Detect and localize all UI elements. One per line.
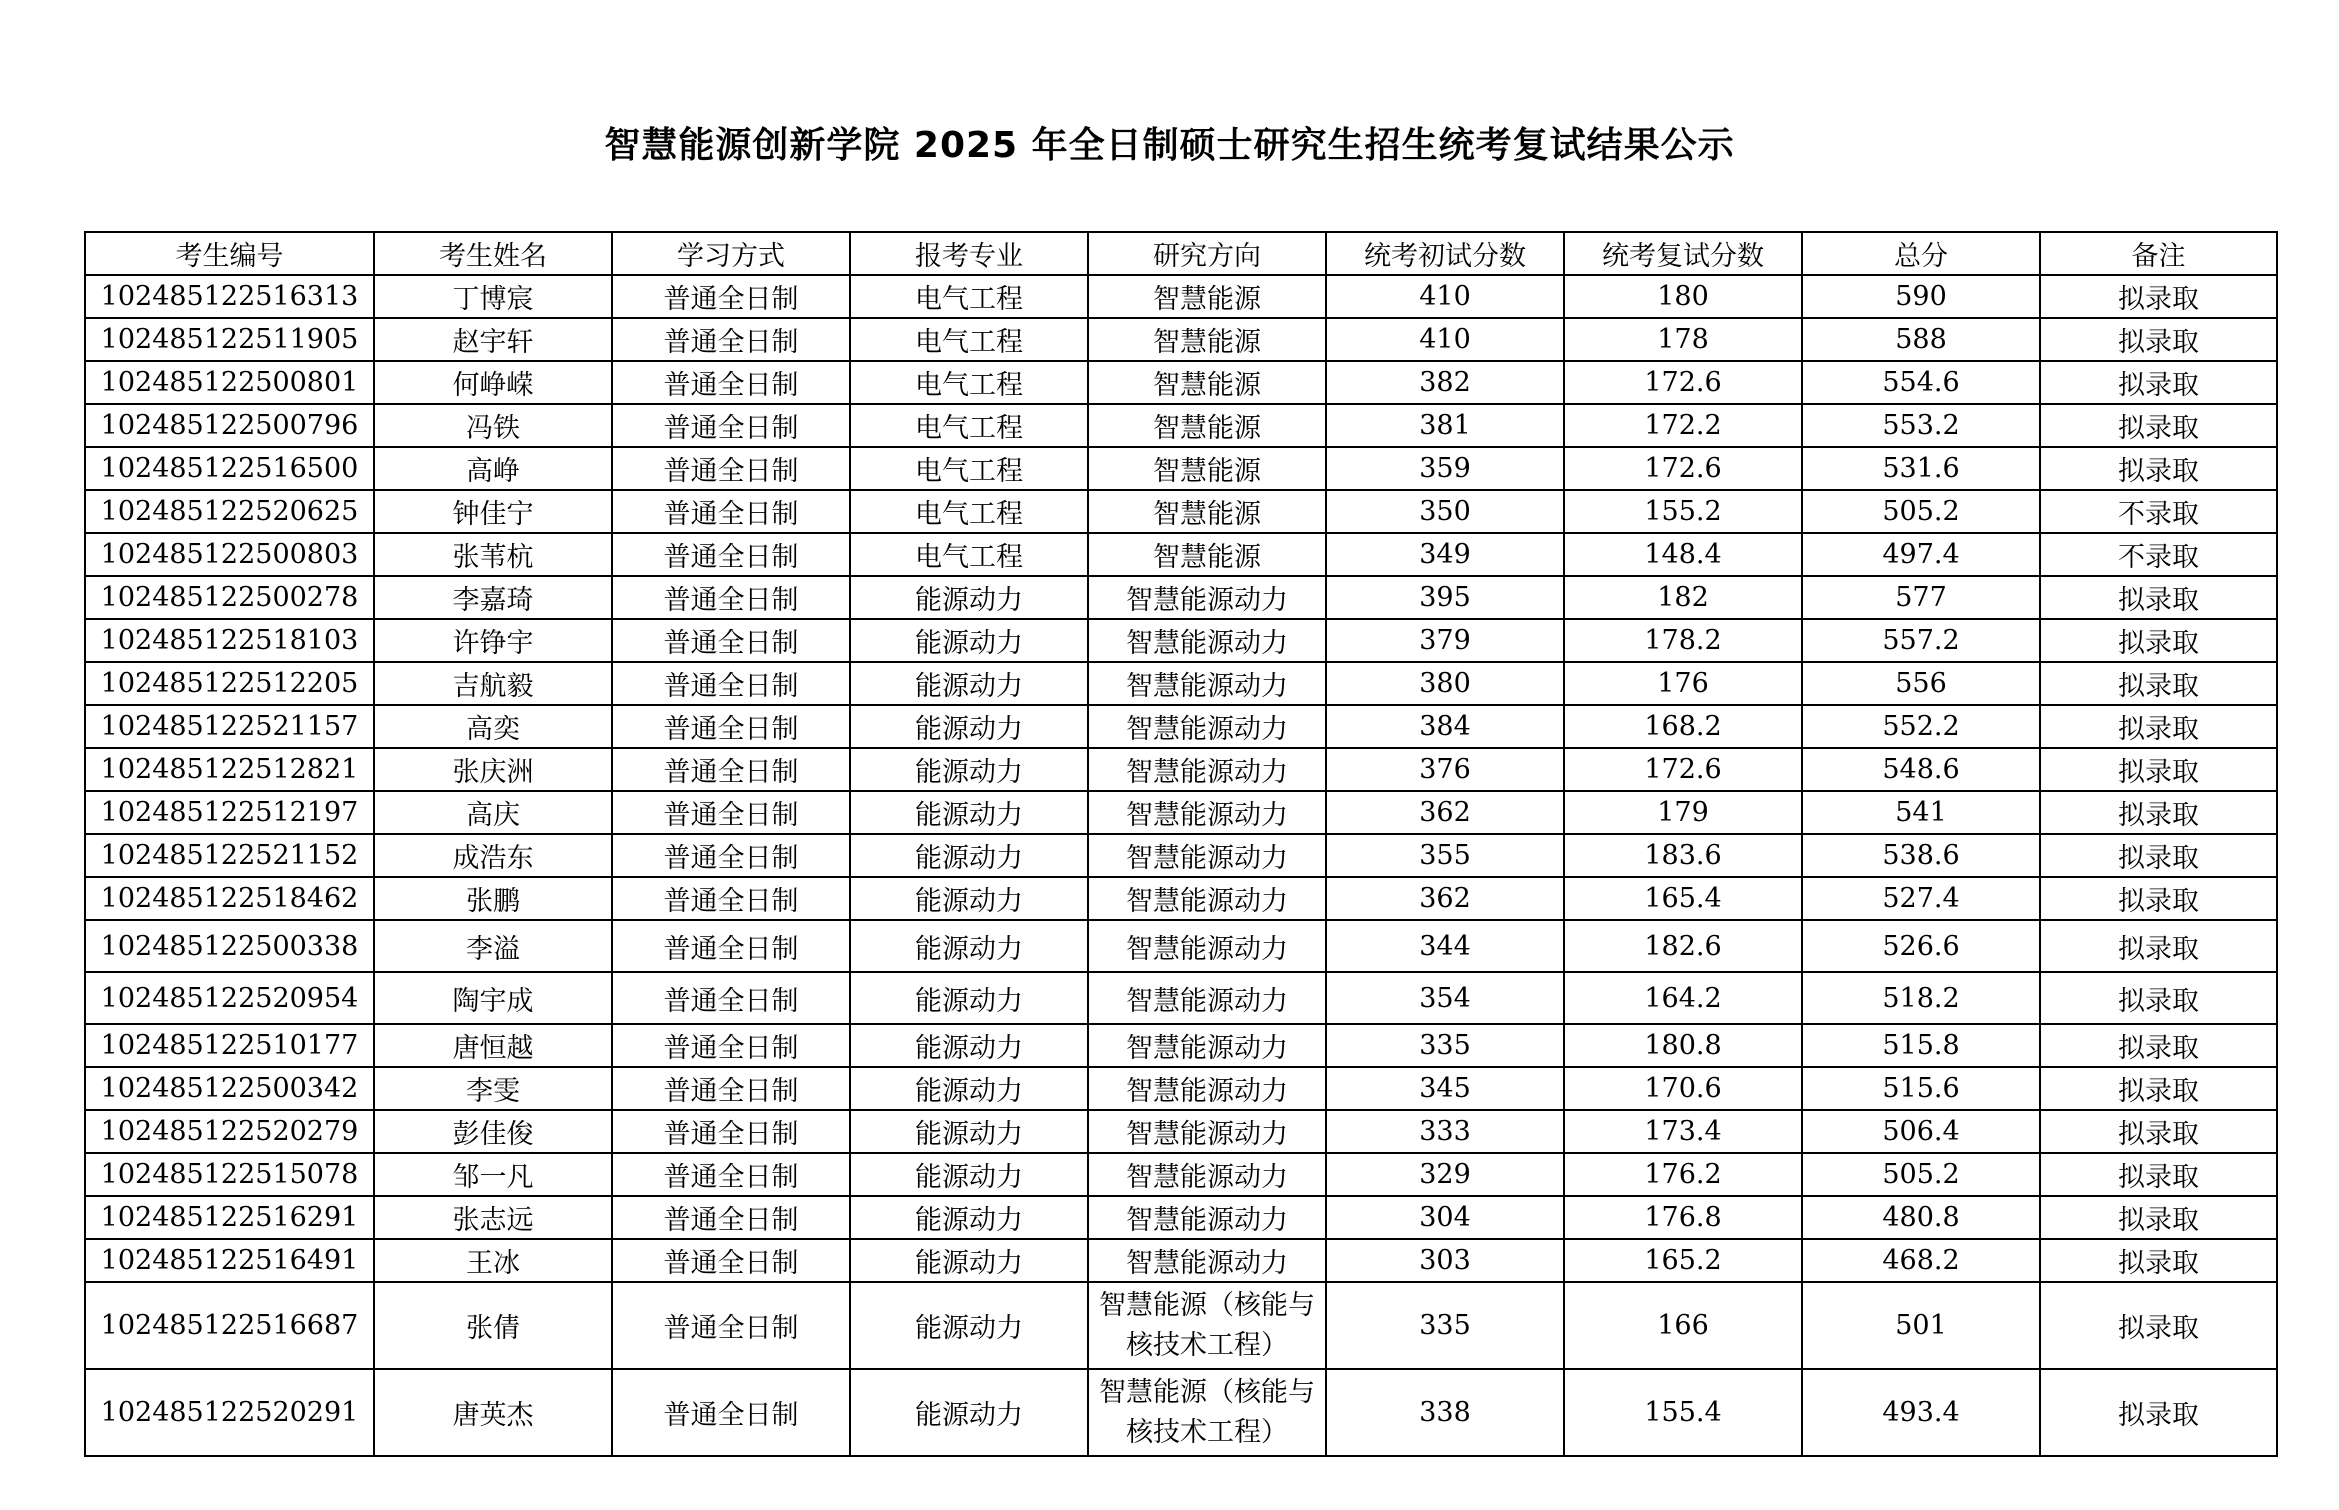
cell-initial-score: 333	[1326, 1110, 1564, 1153]
cell-major: 能源动力	[850, 1153, 1088, 1196]
cell-major: 能源动力	[850, 834, 1088, 877]
cell-major: 能源动力	[850, 1369, 1088, 1456]
cell-remark: 不录取	[2040, 533, 2277, 576]
cell-research-direction: 智慧能源（核能与核技术工程）	[1088, 1282, 1326, 1369]
cell-candidate-id: 102485122512205	[85, 662, 374, 705]
cell-study-mode: 普通全日制	[612, 1282, 850, 1369]
cell-total-score: 554.6	[1802, 361, 2040, 404]
cell-study-mode: 普通全日制	[612, 1024, 850, 1067]
cell-major: 能源动力	[850, 1239, 1088, 1282]
cell-research-direction: 智慧能源动力	[1088, 619, 1326, 662]
cell-candidate-name: 丁博宸	[374, 275, 612, 318]
cell-remark: 拟录取	[2040, 1024, 2277, 1067]
cell-total-score: 493.4	[1802, 1369, 2040, 1456]
cell-major: 能源动力	[850, 920, 1088, 972]
cell-initial-score: 410	[1326, 275, 1564, 318]
cell-candidate-id: 102485122520279	[85, 1110, 374, 1153]
cell-candidate-name: 李雯	[374, 1067, 612, 1110]
cell-research-direction: 智慧能源	[1088, 361, 1326, 404]
cell-retest-score: 180	[1564, 275, 1802, 318]
cell-research-direction: 智慧能源动力	[1088, 1153, 1326, 1196]
cell-study-mode: 普通全日制	[612, 1196, 850, 1239]
cell-major: 能源动力	[850, 791, 1088, 834]
cell-research-direction: 智慧能源	[1088, 275, 1326, 318]
cell-candidate-name: 唐恒越	[374, 1024, 612, 1067]
cell-candidate-name: 高庆	[374, 791, 612, 834]
cell-remark: 拟录取	[2040, 318, 2277, 361]
cell-initial-score: 381	[1326, 404, 1564, 447]
cell-retest-score: 182.6	[1564, 920, 1802, 972]
cell-remark: 拟录取	[2040, 972, 2277, 1024]
cell-major: 能源动力	[850, 1196, 1088, 1239]
cell-retest-score: 176.2	[1564, 1153, 1802, 1196]
header-study-mode: 学习方式	[612, 232, 850, 275]
cell-research-direction: 智慧能源	[1088, 490, 1326, 533]
cell-major: 能源动力	[850, 877, 1088, 920]
cell-major: 电气工程	[850, 404, 1088, 447]
cell-remark: 拟录取	[2040, 619, 2277, 662]
cell-initial-score: 359	[1326, 447, 1564, 490]
cell-initial-score: 355	[1326, 834, 1564, 877]
cell-study-mode: 普通全日制	[612, 705, 850, 748]
table-row	[85, 404, 2277, 447]
cell-major: 能源动力	[850, 748, 1088, 791]
cell-remark: 拟录取	[2040, 1196, 2277, 1239]
cell-major: 电气工程	[850, 447, 1088, 490]
cell-retest-score: 178	[1564, 318, 1802, 361]
cell-remark: 拟录取	[2040, 275, 2277, 318]
cell-candidate-name: 张庆洲	[374, 748, 612, 791]
cell-study-mode: 普通全日制	[612, 275, 850, 318]
table-row	[85, 318, 2277, 361]
cell-candidate-id: 102485122521157	[85, 705, 374, 748]
cell-initial-score: 376	[1326, 748, 1564, 791]
cell-candidate-id: 102485122500278	[85, 576, 374, 619]
cell-total-score: 527.4	[1802, 877, 2040, 920]
table-row	[85, 791, 2277, 834]
cell-research-direction: 智慧能源	[1088, 404, 1326, 447]
cell-study-mode: 普通全日制	[612, 1110, 850, 1153]
cell-total-score: 480.8	[1802, 1196, 2040, 1239]
cell-initial-score: 382	[1326, 361, 1564, 404]
cell-candidate-id: 102485122512197	[85, 791, 374, 834]
cell-candidate-id: 102485122516313	[85, 275, 374, 318]
cell-research-direction: 智慧能源动力	[1088, 1196, 1326, 1239]
cell-study-mode: 普通全日制	[612, 318, 850, 361]
cell-candidate-name: 彭佳俊	[374, 1110, 612, 1153]
cell-retest-score: 179	[1564, 791, 1802, 834]
cell-candidate-name: 张苇杭	[374, 533, 612, 576]
cell-remark: 拟录取	[2040, 1110, 2277, 1153]
cell-candidate-id: 102485122518462	[85, 877, 374, 920]
cell-candidate-name: 邹一凡	[374, 1153, 612, 1196]
cell-study-mode: 普通全日制	[612, 1369, 850, 1456]
cell-remark: 拟录取	[2040, 877, 2277, 920]
table-header-row	[85, 232, 2277, 275]
cell-total-score: 505.2	[1802, 1153, 2040, 1196]
table-row	[85, 920, 2277, 972]
table-row	[85, 490, 2277, 533]
table-row	[85, 834, 2277, 877]
cell-remark: 拟录取	[2040, 576, 2277, 619]
table-row	[85, 1239, 2277, 1282]
cell-study-mode: 普通全日制	[612, 1067, 850, 1110]
table-row	[85, 1196, 2277, 1239]
cell-retest-score: 172.2	[1564, 404, 1802, 447]
cell-study-mode: 普通全日制	[612, 533, 850, 576]
table-row	[85, 533, 2277, 576]
cell-initial-score: 338	[1326, 1369, 1564, 1456]
table-row	[85, 576, 2277, 619]
table-row	[85, 447, 2277, 490]
cell-study-mode: 普通全日制	[612, 361, 850, 404]
cell-major: 电气工程	[850, 533, 1088, 576]
cell-candidate-id: 102485122500342	[85, 1067, 374, 1110]
cell-total-score: 590	[1802, 275, 2040, 318]
cell-retest-score: 165.4	[1564, 877, 1802, 920]
cell-candidate-id: 102485122516491	[85, 1239, 374, 1282]
cell-candidate-name: 钟佳宁	[374, 490, 612, 533]
header-total-score: 总分	[1802, 232, 2040, 275]
cell-candidate-name: 张志远	[374, 1196, 612, 1239]
cell-initial-score: 344	[1326, 920, 1564, 972]
table-row	[85, 275, 2277, 318]
cell-major: 能源动力	[850, 1024, 1088, 1067]
cell-retest-score: 176.8	[1564, 1196, 1802, 1239]
table-row	[85, 972, 2277, 1024]
cell-major: 能源动力	[850, 1067, 1088, 1110]
cell-candidate-name: 李溢	[374, 920, 612, 972]
cell-remark: 拟录取	[2040, 447, 2277, 490]
header-remark: 备注	[2040, 232, 2277, 275]
cell-remark: 拟录取	[2040, 662, 2277, 705]
cell-candidate-id: 102485122516291	[85, 1196, 374, 1239]
cell-study-mode: 普通全日制	[612, 748, 850, 791]
cell-candidate-id: 102485122521152	[85, 834, 374, 877]
cell-candidate-name: 李嘉琦	[374, 576, 612, 619]
cell-candidate-id: 102485122520954	[85, 972, 374, 1024]
cell-candidate-name: 陶宇成	[374, 972, 612, 1024]
cell-candidate-id: 102485122516500	[85, 447, 374, 490]
cell-total-score: 548.6	[1802, 748, 2040, 791]
cell-research-direction: 智慧能源动力	[1088, 1067, 1326, 1110]
cell-remark: 拟录取	[2040, 404, 2277, 447]
cell-candidate-id: 102485122518103	[85, 619, 374, 662]
cell-initial-score: 362	[1326, 791, 1564, 834]
cell-candidate-name: 张倩	[374, 1282, 612, 1369]
table-row	[85, 705, 2277, 748]
cell-research-direction: 智慧能源	[1088, 533, 1326, 576]
cell-remark: 拟录取	[2040, 1282, 2277, 1369]
header-initial-score: 统考初试分数	[1326, 232, 1564, 275]
cell-remark: 不录取	[2040, 490, 2277, 533]
cell-research-direction: 智慧能源动力	[1088, 576, 1326, 619]
cell-study-mode: 普通全日制	[612, 1153, 850, 1196]
cell-remark: 拟录取	[2040, 834, 2277, 877]
cell-retest-score: 183.6	[1564, 834, 1802, 877]
cell-research-direction: 智慧能源动力	[1088, 834, 1326, 877]
cell-study-mode: 普通全日制	[612, 834, 850, 877]
table-row	[85, 877, 2277, 920]
cell-major: 能源动力	[850, 1282, 1088, 1369]
cell-candidate-name: 吉航毅	[374, 662, 612, 705]
cell-total-score: 538.6	[1802, 834, 2040, 877]
header-retest-score: 统考复试分数	[1564, 232, 1802, 275]
cell-major: 电气工程	[850, 490, 1088, 533]
cell-major: 能源动力	[850, 705, 1088, 748]
cell-retest-score: 180.8	[1564, 1024, 1802, 1067]
cell-total-score: 588	[1802, 318, 2040, 361]
cell-research-direction: 智慧能源动力	[1088, 1024, 1326, 1067]
cell-candidate-name: 王冰	[374, 1239, 612, 1282]
table-row	[85, 619, 2277, 662]
cell-study-mode: 普通全日制	[612, 490, 850, 533]
table-row	[85, 662, 2277, 705]
cell-total-score: 497.4	[1802, 533, 2040, 576]
cell-retest-score: 148.4	[1564, 533, 1802, 576]
cell-total-score: 556	[1802, 662, 2040, 705]
cell-research-direction: 智慧能源动力	[1088, 1110, 1326, 1153]
cell-research-direction: 智慧能源动力	[1088, 791, 1326, 834]
cell-total-score: 518.2	[1802, 972, 2040, 1024]
cell-research-direction: 智慧能源动力	[1088, 972, 1326, 1024]
cell-study-mode: 普通全日制	[612, 619, 850, 662]
cell-remark: 拟录取	[2040, 791, 2277, 834]
cell-retest-score: 165.2	[1564, 1239, 1802, 1282]
cell-total-score: 526.6	[1802, 920, 2040, 972]
cell-major: 电气工程	[850, 275, 1088, 318]
cell-candidate-name: 唐英杰	[374, 1369, 612, 1456]
cell-initial-score: 349	[1326, 533, 1564, 576]
cell-candidate-name: 张鹏	[374, 877, 612, 920]
cell-candidate-id: 102485122500338	[85, 920, 374, 972]
cell-total-score: 577	[1802, 576, 2040, 619]
cell-total-score: 515.6	[1802, 1067, 2040, 1110]
cell-initial-score: 379	[1326, 619, 1564, 662]
cell-initial-score: 410	[1326, 318, 1564, 361]
cell-candidate-name: 赵宇轩	[374, 318, 612, 361]
cell-remark: 拟录取	[2040, 1369, 2277, 1456]
cell-major: 电气工程	[850, 361, 1088, 404]
cell-initial-score: 329	[1326, 1153, 1564, 1196]
cell-initial-score: 362	[1326, 877, 1564, 920]
cell-retest-score: 166	[1564, 1282, 1802, 1369]
cell-research-direction: 智慧能源动力	[1088, 877, 1326, 920]
cell-major: 能源动力	[850, 1110, 1088, 1153]
cell-total-score: 501	[1802, 1282, 2040, 1369]
cell-study-mode: 普通全日制	[612, 662, 850, 705]
cell-research-direction: 智慧能源动力	[1088, 920, 1326, 972]
cell-retest-score: 172.6	[1564, 447, 1802, 490]
table-row	[85, 1282, 2277, 1369]
table-row	[85, 361, 2277, 404]
cell-total-score: 531.6	[1802, 447, 2040, 490]
cell-candidate-name: 冯铁	[374, 404, 612, 447]
cell-research-direction: 智慧能源	[1088, 447, 1326, 490]
cell-total-score: 557.2	[1802, 619, 2040, 662]
header-major: 报考专业	[850, 232, 1088, 275]
cell-total-score: 541	[1802, 791, 2040, 834]
cell-candidate-id: 102485122511905	[85, 318, 374, 361]
header-candidate-id: 考生编号	[85, 232, 374, 275]
cell-candidate-id: 102485122500801	[85, 361, 374, 404]
cell-candidate-name: 何峥嵘	[374, 361, 612, 404]
cell-retest-score: 182	[1564, 576, 1802, 619]
cell-initial-score: 335	[1326, 1282, 1564, 1369]
header-candidate-name: 考生姓名	[374, 232, 612, 275]
cell-remark: 拟录取	[2040, 1067, 2277, 1110]
cell-initial-score: 345	[1326, 1067, 1564, 1110]
cell-study-mode: 普通全日制	[612, 877, 850, 920]
cell-retest-score: 172.6	[1564, 361, 1802, 404]
cell-initial-score: 380	[1326, 662, 1564, 705]
cell-study-mode: 普通全日制	[612, 920, 850, 972]
cell-initial-score: 384	[1326, 705, 1564, 748]
cell-candidate-name: 成浩东	[374, 834, 612, 877]
cell-retest-score: 168.2	[1564, 705, 1802, 748]
cell-remark: 拟录取	[2040, 361, 2277, 404]
cell-initial-score: 304	[1326, 1196, 1564, 1239]
cell-total-score: 468.2	[1802, 1239, 2040, 1282]
cell-initial-score: 350	[1326, 490, 1564, 533]
cell-major: 能源动力	[850, 972, 1088, 1024]
cell-remark: 拟录取	[2040, 705, 2277, 748]
cell-remark: 拟录取	[2040, 1239, 2277, 1282]
cell-total-score: 552.2	[1802, 705, 2040, 748]
cell-candidate-id: 102485122500796	[85, 404, 374, 447]
cell-research-direction: 智慧能源动力	[1088, 748, 1326, 791]
cell-retest-score: 164.2	[1564, 972, 1802, 1024]
cell-study-mode: 普通全日制	[612, 1239, 850, 1282]
cell-candidate-id: 102485122500803	[85, 533, 374, 576]
page-title: 智慧能源创新学院 2025 年全日制硕士研究生招生统考复试结果公示	[604, 125, 1735, 166]
cell-total-score: 553.2	[1802, 404, 2040, 447]
cell-total-score: 505.2	[1802, 490, 2040, 533]
cell-study-mode: 普通全日制	[612, 791, 850, 834]
cell-retest-score: 155.2	[1564, 490, 1802, 533]
cell-study-mode: 普通全日制	[612, 972, 850, 1024]
header-research-direction: 研究方向	[1088, 232, 1326, 275]
cell-candidate-id: 102485122520291	[85, 1369, 374, 1456]
cell-candidate-id: 102485122515078	[85, 1153, 374, 1196]
cell-remark: 拟录取	[2040, 920, 2277, 972]
cell-retest-score: 178.2	[1564, 619, 1802, 662]
cell-retest-score: 173.4	[1564, 1110, 1802, 1153]
cell-initial-score: 335	[1326, 1024, 1564, 1067]
cell-research-direction: 智慧能源（核能与核技术工程）	[1088, 1369, 1326, 1456]
cell-study-mode: 普通全日制	[612, 404, 850, 447]
table-row	[85, 1110, 2277, 1153]
table-row	[85, 748, 2277, 791]
table-row	[85, 1024, 2277, 1067]
cell-study-mode: 普通全日制	[612, 447, 850, 490]
cell-total-score: 506.4	[1802, 1110, 2040, 1153]
cell-initial-score: 354	[1326, 972, 1564, 1024]
cell-initial-score: 303	[1326, 1239, 1564, 1282]
cell-remark: 拟录取	[2040, 1153, 2277, 1196]
cell-research-direction: 智慧能源	[1088, 318, 1326, 361]
table-row	[85, 1153, 2277, 1196]
cell-major: 电气工程	[850, 318, 1088, 361]
cell-candidate-id: 102485122510177	[85, 1024, 374, 1067]
results-table	[84, 231, 2278, 1457]
cell-initial-score: 395	[1326, 576, 1564, 619]
table-body	[85, 275, 2277, 1456]
cell-major: 能源动力	[850, 576, 1088, 619]
cell-total-score: 515.8	[1802, 1024, 2040, 1067]
cell-research-direction: 智慧能源动力	[1088, 705, 1326, 748]
cell-candidate-name: 高峥	[374, 447, 612, 490]
cell-research-direction: 智慧能源动力	[1088, 1239, 1326, 1282]
cell-retest-score: 176	[1564, 662, 1802, 705]
table-row	[85, 1067, 2277, 1110]
cell-study-mode: 普通全日制	[612, 576, 850, 619]
cell-research-direction: 智慧能源动力	[1088, 662, 1326, 705]
cell-retest-score: 172.6	[1564, 748, 1802, 791]
cell-major: 能源动力	[850, 619, 1088, 662]
cell-candidate-name: 高奕	[374, 705, 612, 748]
cell-major: 能源动力	[850, 662, 1088, 705]
table-row	[85, 1369, 2277, 1456]
cell-remark: 拟录取	[2040, 748, 2277, 791]
cell-candidate-id: 102485122516687	[85, 1282, 374, 1369]
cell-candidate-name: 许铮宇	[374, 619, 612, 662]
cell-candidate-id: 102485122512821	[85, 748, 374, 791]
cell-retest-score: 170.6	[1564, 1067, 1802, 1110]
cell-retest-score: 155.4	[1564, 1369, 1802, 1456]
cell-candidate-id: 102485122520625	[85, 490, 374, 533]
